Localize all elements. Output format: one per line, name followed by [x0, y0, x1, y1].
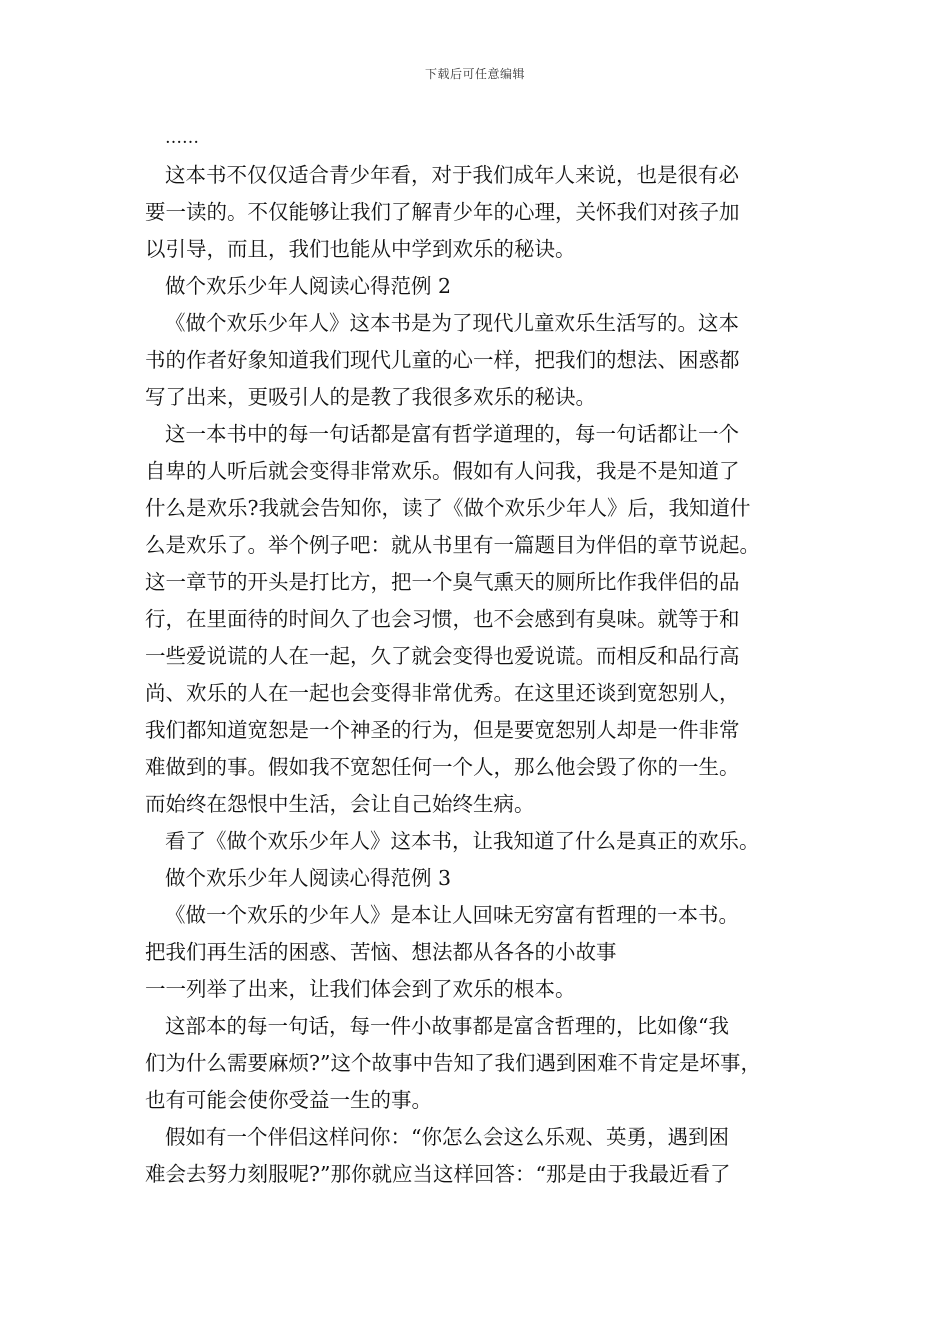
text-line: 这一本书中的每一句话都是富有哲学道理的，每一句话都让一个	[165, 422, 739, 446]
text-line: 也有可能会使你受益一生的事。	[145, 1088, 432, 1112]
page-header: 下载后可任意编辑	[424, 67, 525, 81]
text-line: 要一读的。不仅能够让我们了解青少年的心理，关怀我们对孩子加	[145, 200, 740, 224]
text-line: 们为什么需要麻烦?”这个故事中告知了我们遇到困难不肯定是坏事，	[145, 1051, 761, 1075]
text-line: 这本书不仅仅适合青少年看，对于我们成年人来说，也是很有必	[165, 163, 739, 187]
text-line: 把我们再生活的困惑、苦恼、想法都从各各的小故事	[145, 940, 617, 964]
text-line: 这一章节的开头是打比方，把一个臭气熏天的厕所比作我伴侣的品	[145, 570, 740, 594]
text-line: 我们都知道宽恕是一个神圣的行为，但是要宽恕别人却是一件非常	[145, 718, 740, 742]
text-line: 难做到的事。假如我不宽恕任何一个人，那么他会毁了你的一生。	[145, 755, 740, 779]
text-line: 《做一个欢乐的少年人》是本让人回味无穷富有哲理的一本书。	[165, 903, 739, 927]
text-line: 么是欢乐了。举个例子吧：就从书里有一篇题目为伴侣的章节说起。	[145, 533, 760, 557]
text-line: 一一列举了出来，让我们体会到了欢乐的根本。	[145, 977, 576, 1001]
text-line: 尚、欢乐的人在一起也会变得非常优秀。在这里还谈到宽恕别人，	[145, 681, 740, 705]
text-line: 难会去努力刻服呢?”那你就应当这样回答：“那是由于我最近看了	[145, 1162, 731, 1186]
text-line: 以引导，而且，我们也能从中学到欢乐的秘诀。	[145, 237, 576, 261]
section-heading: 做个欢乐少年人阅读心得范例 2	[165, 274, 452, 298]
text-line: 自卑的人听后就会变得非常欢乐。假如有人问我，我是不是知道了	[145, 459, 740, 483]
text-line: 这部本的每一句话，每一件小故事都是富含哲理的，比如像“我	[165, 1014, 729, 1038]
text-line: 而始终在怨恨中生活，会让自己始终生病。	[145, 792, 535, 816]
text-line: 一些爱说谎的人在一起，久了就会变得也爱说谎。而相反和品行高	[145, 644, 740, 668]
text-line: 行，在里面待的时间久了也会习惯，也不会感到有臭味。就等于和	[145, 607, 740, 631]
text-line: ……	[165, 128, 199, 148]
text-line: 什么是欢乐?我就会告知你，读了《做个欢乐少年人》后，我知道什	[145, 496, 751, 520]
text-line: 《做个欢乐少年人》这本书是为了现代儿童欢乐生活写的。这本	[165, 311, 739, 335]
section-heading: 做个欢乐少年人阅读心得范例 3	[165, 866, 452, 890]
text-line: 写了出来，更吸引人的是教了我很多欢乐的秘诀。	[145, 385, 596, 409]
text-line: 假如有一个伴侣这样问你：“你怎么会这么乐观、英勇，遇到困	[165, 1125, 729, 1149]
document-body	[145, 120, 825, 1193]
text-line: 看了《做个欢乐少年人》这本书，让我知道了什么是真正的欢乐。	[165, 829, 760, 853]
text-line: 书的作者好象知道我们现代儿童的心一样，把我们的想法、困惑都	[145, 348, 740, 372]
